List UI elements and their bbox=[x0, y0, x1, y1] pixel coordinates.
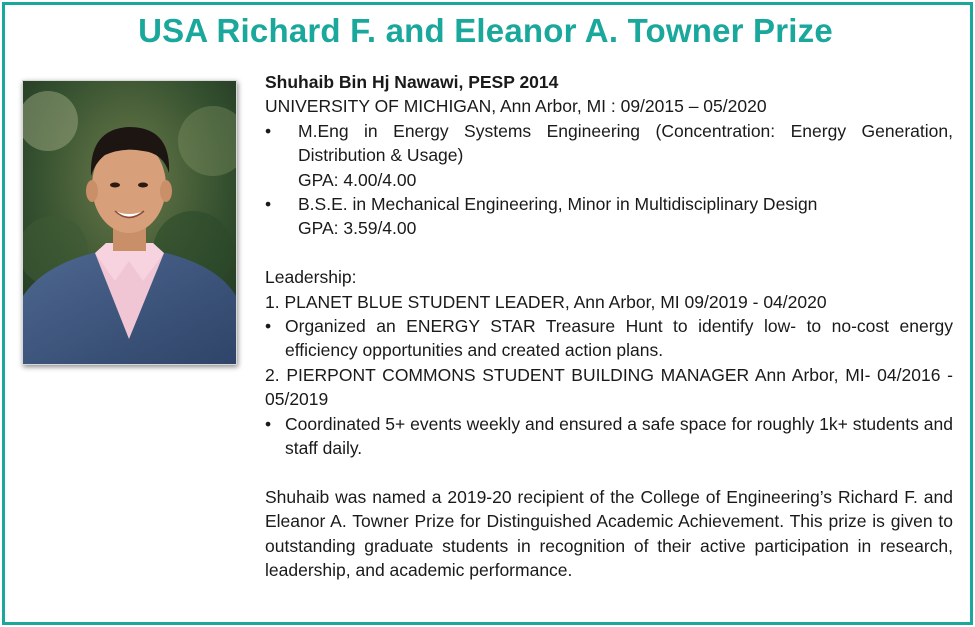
bullet: • bbox=[265, 413, 272, 434]
degree-gpa: GPA: 3.59/4.00 bbox=[298, 218, 417, 239]
person-photo-icon bbox=[23, 81, 236, 364]
degree-item bbox=[265, 192, 953, 241]
bullet: • bbox=[265, 194, 272, 215]
summary-paragraph: Shuhaib was named a 2019-20 recipient of the College of Engineering’s Richard F. and Eleanor A. Towner Prize for Distinguished Academic Achievement. This prize is given to outstanding graduate students in recognition of their active participation in research, leadership, and academic performance. bbox=[265, 486, 953, 581]
page-title: USA Richard F. and Eleanor A. Towner Prize bbox=[138, 12, 833, 49]
university-line: UNIVERSITY OF MICHIGAN, Ann Arbor, MI : 09/2015 – 05/2020 bbox=[265, 96, 767, 117]
bullet: • bbox=[265, 316, 272, 337]
degree-gpa: GPA: 4.00/4.00 bbox=[298, 169, 417, 190]
degree-text: B.S.E. in Mechanical Engineering, Minor in Multidisciplinary Design bbox=[298, 194, 818, 215]
role-detail-item bbox=[265, 314, 953, 363]
role-title: 2. PIERPONT COMMONS STUDENT BUILDING MANAGER Ann Arbor, MI- 04/2016 - 05/2019 bbox=[265, 364, 953, 410]
student-name: Shuhaib Bin Hj Nawawi, PESP 2014 bbox=[265, 72, 559, 92]
role-detail: Coordinated 5+ events weekly and ensured a safe space for roughly 1k+ students and staff daily. bbox=[285, 413, 953, 459]
role-detail: Organized an ENERGY STAR Treasure Hunt to identify low- to no-cost energy efficiency opportunities and created action plans. bbox=[285, 316, 953, 361]
profile-photo bbox=[22, 80, 237, 365]
profile-content bbox=[265, 70, 953, 583]
degree-item bbox=[265, 119, 953, 192]
bullet: • bbox=[265, 120, 272, 141]
role-title: 1. PLANET BLUE STUDENT LEADER, Ann Arbor, MI 09/2019 - 04/2020 bbox=[265, 291, 827, 312]
role-detail-item bbox=[265, 412, 953, 461]
degree-text: M.Eng in Energy Systems Engineering (Concentration: Energy Generation, Distribution & Usage) bbox=[298, 120, 953, 166]
leadership-heading: Leadership: bbox=[265, 267, 357, 288]
